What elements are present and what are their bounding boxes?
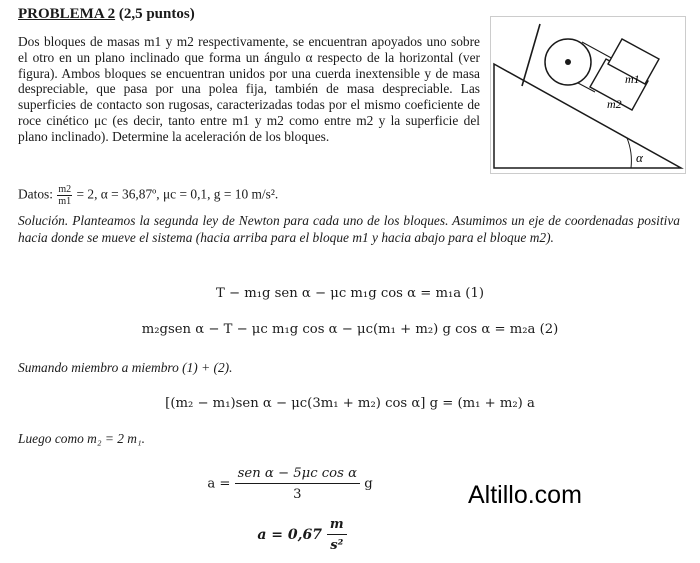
- eq4-lhs: a =: [207, 476, 231, 492]
- luego-text: Luego como m₂ = 2 m₁.: [18, 431, 145, 446]
- equation-1: T − m₁g sen α − μc m₁g cos α = m₁a (1): [216, 286, 484, 301]
- problem-points: (2,5 puntos): [118, 6, 195, 22]
- result-unit-num: m: [327, 517, 347, 535]
- angle-label: α: [636, 150, 643, 165]
- given-data: [18, 184, 278, 207]
- sum-text: Sumando miembro a miembro (1) + (2).: [18, 360, 233, 375]
- brand-watermark: Altillo.com: [468, 481, 582, 509]
- result-unit: [327, 517, 347, 553]
- result: [0, 517, 652, 553]
- problem-title-text: PROBLEMA 2: [18, 6, 116, 22]
- block-m1-label: m1: [625, 72, 640, 86]
- result-unit-den: s²: [330, 538, 344, 553]
- inclined-plane-figure: [490, 16, 686, 174]
- equation-2: m₂gsen α − T − μc m₁g cos α − μc(m₁ + m₂) g cos α = m₂a (2): [141, 322, 559, 337]
- problem-statement: Dos bloques de masas m1 y m2 respectivamente, se encuentran apoyados uno sobre el otro en un plano inclinado que forma un ángulo α respecto de la horizontal (ver figura). Ambos bloques se encuentran unidos por una cuerda inextensible y de masa despreciable, que pasa por una polea fija, también de masa despreciable. Las superficies de contacto son rugosas, caracterizadas todas por el mismo coeficiente de roce cinético μc (es decir, tanto entre m1 y m2 como entre m2 y la superficie del plano inclinado). Determine la aceleración de los bloques.: [18, 34, 480, 144]
- mass-ratio-den: m1: [58, 196, 72, 207]
- eq4-rhs: g: [364, 476, 373, 492]
- mass-ratio: [57, 184, 72, 207]
- result-value: a = 0,67: [257, 527, 322, 543]
- mass-ratio-num: m2: [58, 184, 72, 195]
- datos-values: = 2, α = 36,87º, μc = 0,1, g = 10 m/s².: [76, 186, 279, 202]
- datos-label: Datos:: [18, 186, 53, 202]
- problem-title: [18, 6, 195, 23]
- equation-3: [(m₂ − m₁)sen α − μc(3m₁ + m₂) cos α] g = (m₁ + m₂) a: [165, 396, 535, 411]
- eq4-den: 3: [293, 487, 302, 502]
- eq4-num: sen α − 5μc cos α: [235, 466, 360, 484]
- block-m2-label: m2: [607, 97, 622, 111]
- eq4-fraction: [235, 466, 360, 502]
- solution-intro: Solución. Planteamos la segunda ley de Newton para cada uno de los bloques. Asumimos un eje de coordenadas positiva hacia donde se mueve el sistema (hacia arriba para el bloque m1 y hacia abajo para el bloque m2).: [18, 213, 680, 245]
